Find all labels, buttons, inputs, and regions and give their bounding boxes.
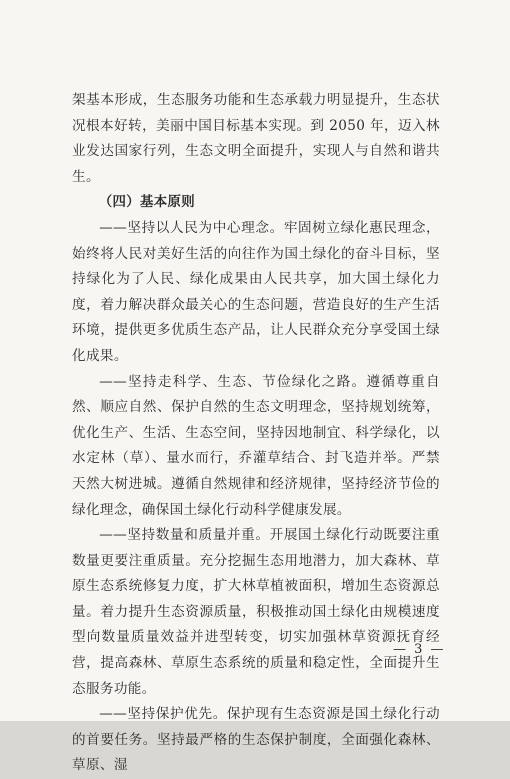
paragraph-people-centered: ——坚持以人民为中心理念。牢固树立绿化惠民理念，始终将人民对美好生活的向往作为国土绿化的奋斗目标，坚持绿化为了人民、绿化成果由人民共享，加大国土绿化力度，着力解决群众最关心的生态问题，营造良好的生产生活环境，提供更多优质生态产品，让人民群众充分享受国土绿化成果。 [72,219,440,364]
paragraph-quantity-quality: ——坚持数量和质量并重。开展国土绿化行动既要注重数量更要注重质量。充分挖掘生态用地潜力，加大森林、草原生态系统修复力度，扩大林草植被面积，增加生态资源总量。着力提升生态资源质量，积极推动国土绿化由规模速度型向数量质量效益并进型转变，切实加强林草资源抚育经营，提高森林、草原生态系统的质量和稳定性，全面提升生态服务功能。 [72,527,440,697]
body-text [72,88,440,779]
paragraph-1: 架基本形成，生态服务功能和生态承载力明显提升，生态状况根本好转，美丽中国目标基本实现。到 2050 年，迈入林业发达国家行列，生态文明全面提升，实现人与自然和谐共生。 [72,92,440,185]
section-heading: （四）基本原则 [98,195,195,211]
page-number: — 3 — [393,642,446,657]
paragraph-protection-first: ——坚持保护优先。保护现有生态资源是国土绿化行动的首要任务。坚持最严格的生态保护制度，全面强化森林、草原、湿 [72,706,440,774]
paragraph-scientific-greening: ——坚持走科学、生态、节俭绿化之路。遵循尊重自然、顺应自然、保护自然的生态文明理念，坚持规划统筹，优化生产、生活、生态空间，坚持因地制宜、科学绿化，以水定林（草）、量水而行，乔灌草结合、封飞造并举。严禁天然大树进城。遵循自然规律和经济规律，坚持经济节俭的绿化理念，确保国土绿化行动科学健康发展。 [72,373,440,518]
